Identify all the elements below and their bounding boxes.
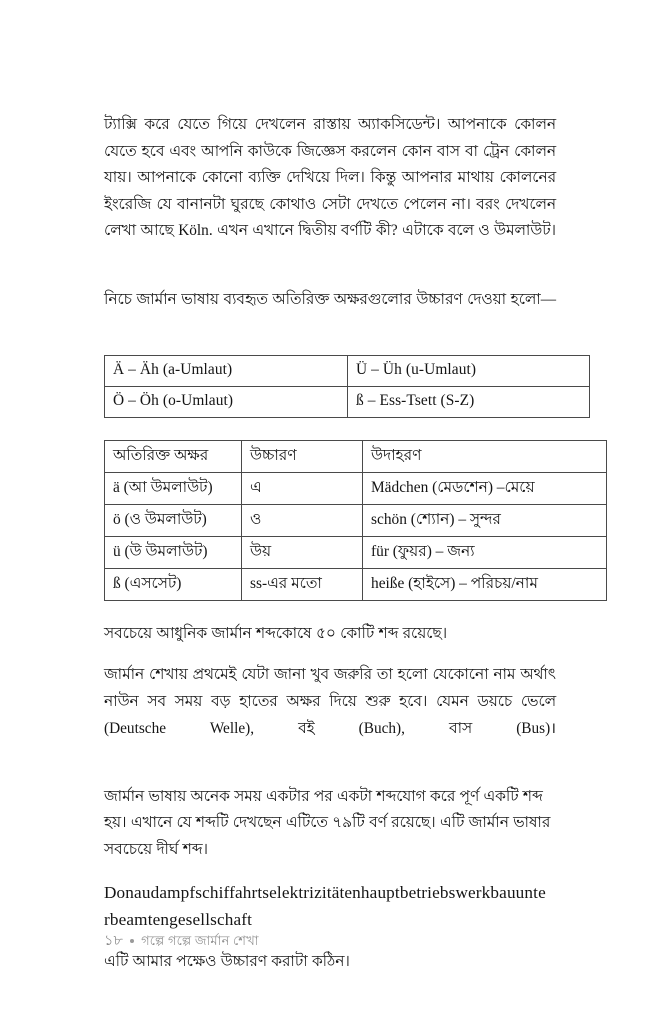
table-row [105, 536, 607, 568]
umlaut-cell-a: Ä – Äh (a-Umlaut) [105, 355, 348, 386]
bullet-separator-icon [130, 939, 134, 943]
cell-letter: ü (উ উমলাউট) [105, 536, 242, 568]
table-row [105, 568, 607, 600]
paragraph-table-lead-in: নিচে জার্মান ভাষায় ব্যবহৃত অতিরিক্ত অক্ষরগুলোর উচ্চারণ দেওয়া হলো— [104, 290, 556, 308]
paragraph-noun-capitalization: জার্মান শেখায় প্রথমেই যেটা জানা খুব জরুরি তা হলো যেকোনো নাম অর্থাৎ নাউন সব সময় বড় হাতের অক্ষর দিয়ে শুরু হবে। যেমন ডয়চে ভেলে (Deutsche Welle), বই (Buch), বাস (Bus)। [104, 666, 556, 737]
longest-german-word: Donaudampfschiffahrtselektrizitätenhauptbetriebswerkbauunterbeamtengesellschaft [104, 882, 546, 929]
cell-pronunciation: ss-এর মতো [242, 568, 363, 600]
paragraph-intro: ট্যাক্সি করে যেতে গিয়ে দেখলেন রাস্তায় অ্যাকসিডেন্ট। আপনাকে কোলন যেতে হবে এবং আপনি কাউকে জিজ্ঞেস করলেন কোন বাস বা ট্রেন কোলন যায়। আপনাকে কোনো ব্যক্তি দেখিয়ে দিল। কিন্তু আপনার মাথায় কোলনের ইংরেজি যে বানানটা ঘুরছে কোথাও সেটা দেখতে পেলেন না। বরং দেখলেন লেখা আছে Köln. এখন এখানে দ্বিতীয় বর্ণটি কী? এটাকে বলে ও উমলাউট। [104, 116, 556, 240]
page-footer [104, 932, 556, 950]
column-header-letter: অতিরিক্ত অক্ষর [105, 440, 242, 472]
paragraph-dictionary-size: সবচেয়ে আধুনিক জার্মান শব্দকোষে ৫০ কোটি শব্দ রয়েছে। [104, 624, 448, 642]
page-content [104, 112, 556, 990]
pronunciation-table [104, 440, 607, 601]
umlaut-cell-eszett: ß – Ess-Tsett (S-Z) [348, 386, 590, 417]
umlaut-cell-u: Ü – Üh (u-Umlaut) [348, 355, 590, 386]
book-title: গল্পে গল্পে জার্মান শেখা [141, 933, 259, 948]
cell-example: schön (শ্যোন) – সুন্দর [363, 504, 607, 536]
cell-pronunciation: উয় [242, 536, 363, 568]
paragraph-compound-words: জার্মান ভাষায় অনেক সময় একটার পর একটা শব্দযোগ করে পূর্ণ একটি শব্দ হয়। এখানে যে শব্দটি দেখছেন এটিতে ৭৯টি বর্ণ রয়েছে। এটি জার্মান ভাষার সবচেয়ে দীর্ঘ শব্দ। [104, 787, 551, 858]
cell-letter: ä (আ উমলাউট) [105, 472, 242, 504]
cell-pronunciation: এ [242, 472, 363, 504]
paragraph-closing: এটি আমার পক্ষেও উচ্চারণ করাটা কঠিন। [104, 952, 350, 970]
cell-letter: ß (এসসেট) [105, 568, 242, 600]
cell-example: Mädchen (মেডশেন) –মেয়ে [363, 472, 607, 504]
column-header-pronunciation: উচ্চারণ [242, 440, 363, 472]
cell-letter: ö (ও উমলাউট) [105, 504, 242, 536]
column-header-example: উদাহরণ [363, 440, 607, 472]
table-header-row [105, 440, 607, 472]
table-row [105, 355, 590, 386]
umlaut-letters-table [104, 355, 590, 418]
umlaut-cell-o: Ö – Öh (o-Umlaut) [105, 386, 348, 417]
cell-example: heiße (হাইসে) – পরিচয়/নাম [363, 568, 607, 600]
page-number: ১৮ [104, 933, 124, 949]
table-row [105, 472, 607, 504]
table-row [105, 386, 590, 417]
cell-pronunciation: ও [242, 504, 363, 536]
table-row [105, 504, 607, 536]
cell-example: für (ফুয়র) – জন্য [363, 536, 607, 568]
